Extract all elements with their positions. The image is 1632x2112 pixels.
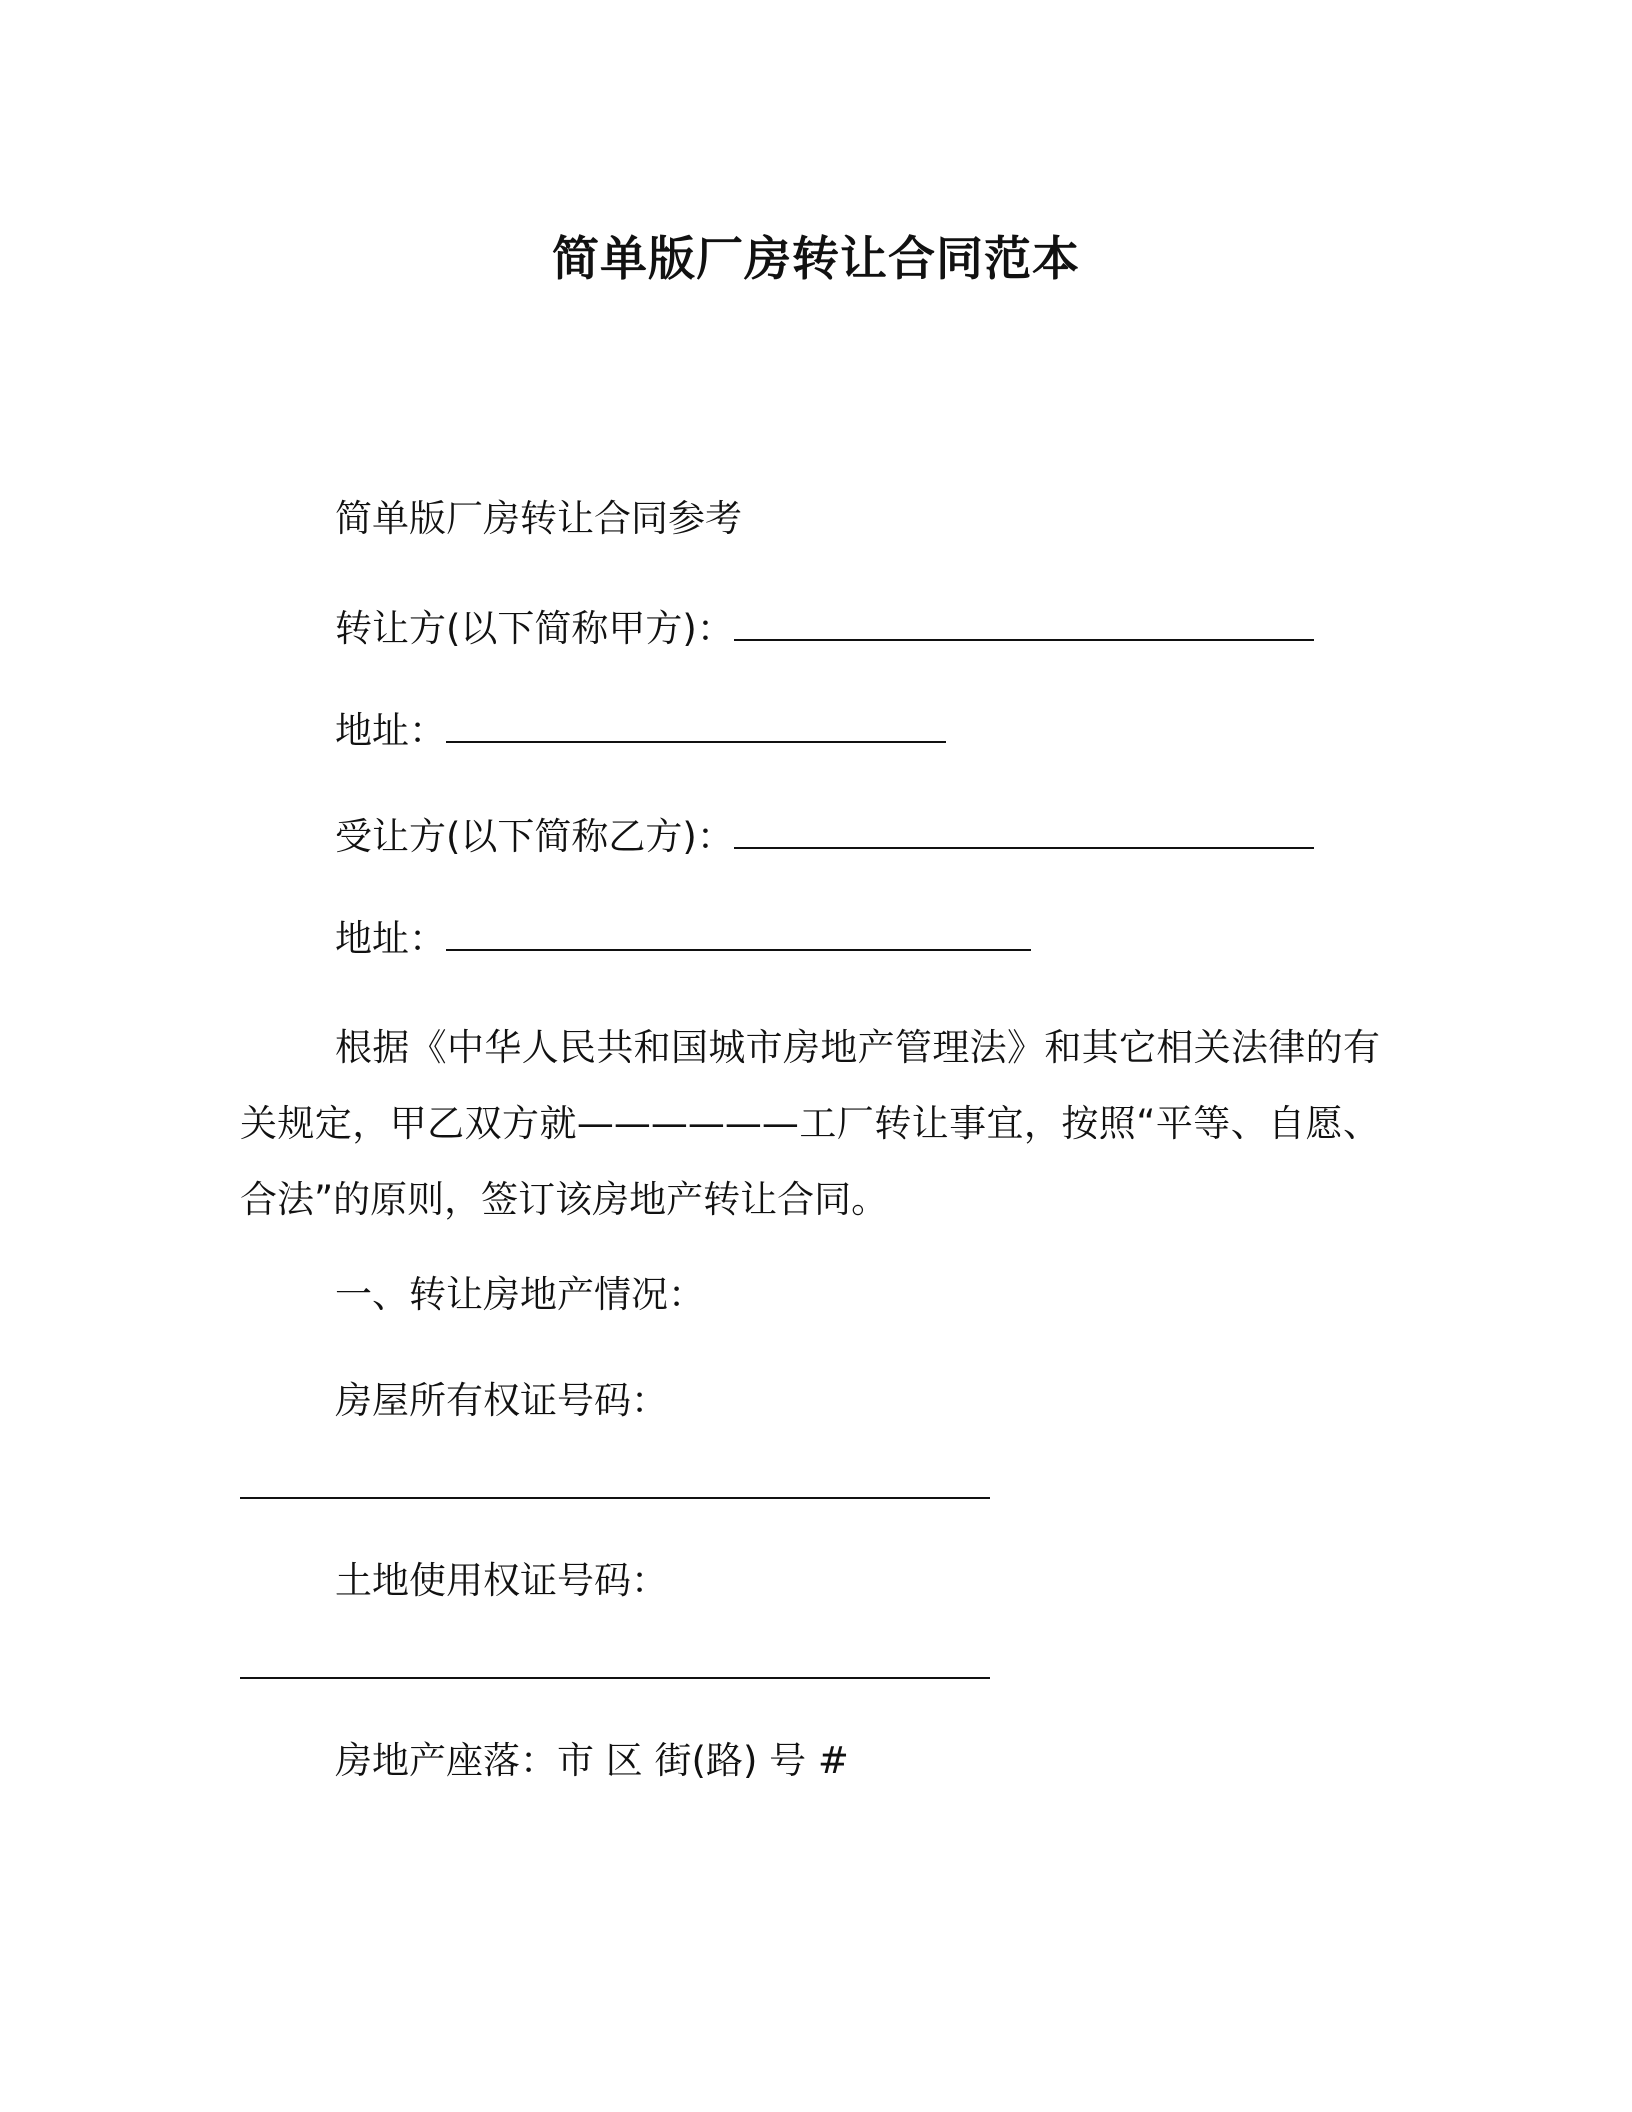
- land-cert-label: 土地使用权证号码：: [335, 1559, 668, 1602]
- location-line: 房地产座落：市 区 街(路) 号 #: [335, 1739, 849, 1782]
- document-title: 简单版厂房转让合同范本: [552, 232, 1080, 287]
- house-cert-label: 房屋所有权证号码：: [335, 1379, 668, 1422]
- transferor-address-label: 地址：: [335, 709, 446, 752]
- intro-paragraph: 根据《中华人民共和国城市房地产管理法》和其它相关法律的有关规定，甲乙双方就——————工厂转让事宜，按照“平等、自愿、合法”的原则，签订该房地产转让合同。: [240, 1026, 1380, 1221]
- transferee-address-field: [335, 914, 1031, 964]
- transferee-address-label: 地址：: [335, 917, 446, 960]
- transferee-field: [335, 812, 1314, 862]
- transferee-address-blank: [446, 915, 1031, 951]
- transferee-label: 受让方(以下简称乙方)：: [335, 815, 734, 858]
- section-1-heading: 一、转让房地产情况：: [335, 1273, 705, 1316]
- transferor-field: [335, 604, 1314, 654]
- transferor-address-field: [335, 706, 946, 756]
- house-cert-blank: [240, 1497, 990, 1499]
- land-cert-blank: [240, 1677, 990, 1679]
- transferor-address-blank: [446, 707, 946, 743]
- transferee-blank: [734, 813, 1314, 849]
- transferor-label: 转让方(以下简称甲方)：: [335, 607, 734, 650]
- document-subtitle: 简单版厂房转让合同参考: [335, 497, 742, 540]
- transferor-blank: [734, 605, 1314, 641]
